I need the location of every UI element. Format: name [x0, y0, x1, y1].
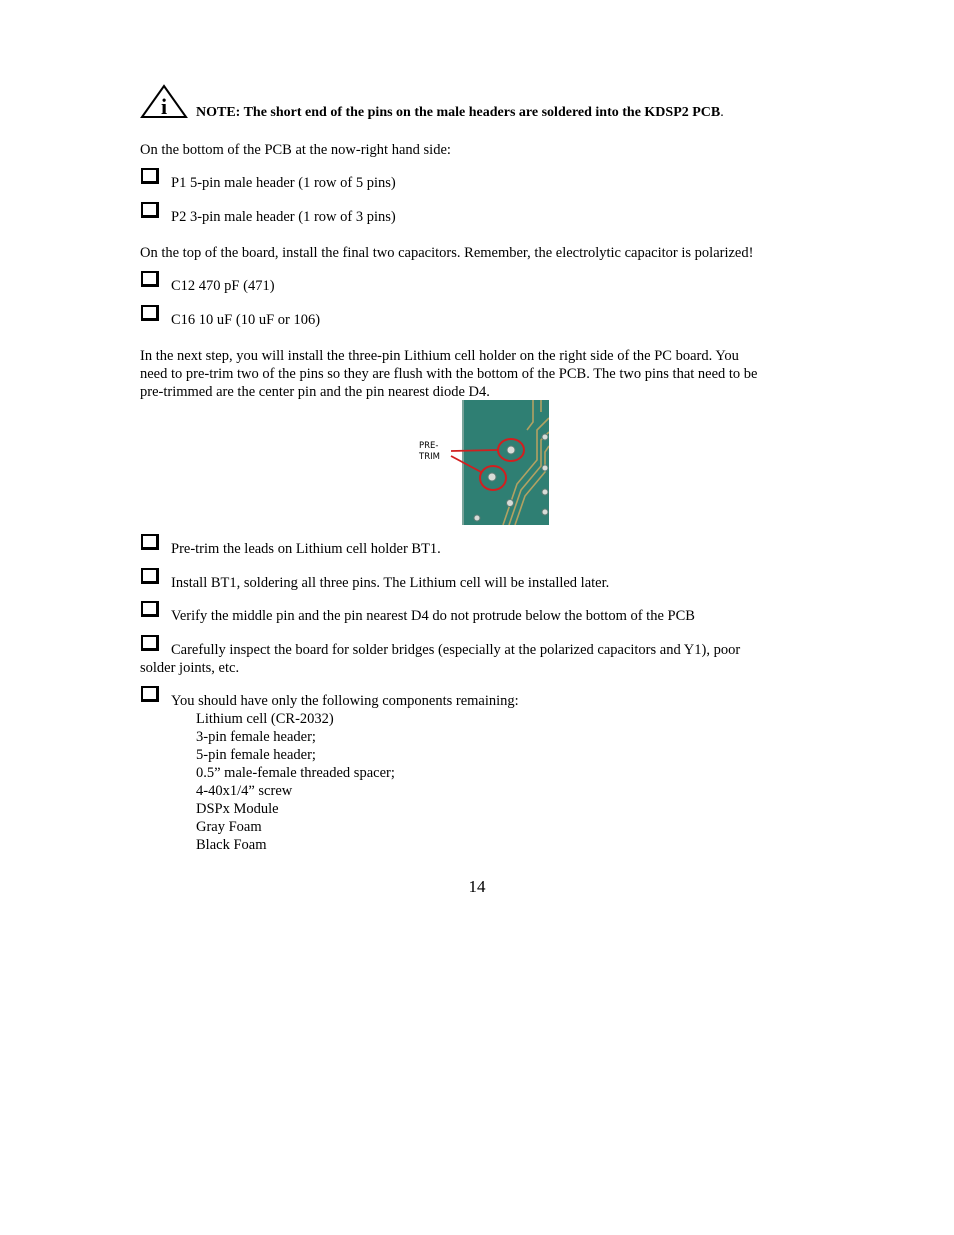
checklist-item-label: P2 3-pin male header (1 row of 3 pins) — [171, 209, 396, 225]
checkbox-icon[interactable] — [141, 271, 159, 287]
paragraph-line: pre-trimmed are the center pin and the pin nearest diode D4. — [140, 384, 490, 400]
list-item: 5-pin female header; — [196, 747, 316, 763]
pretrim-label-2: TRIM — [419, 452, 440, 462]
paragraph-line: In the next step, you will install the three-pin Lithium cell holder on the right side of the PC board. You — [140, 348, 739, 364]
checkbox-icon[interactable] — [141, 305, 159, 321]
paragraph-line: need to pre-trim two of the pins so they are flush with the bottom of the PCB. The two pins that need to be — [140, 366, 758, 382]
list-item: DSPx Module — [196, 801, 279, 817]
list-item: Gray Foam — [196, 819, 262, 835]
checklist-item-label: C12 470 pF (471) — [171, 278, 275, 294]
checkbox-icon[interactable] — [141, 168, 159, 184]
checklist-item-label-cont: solder joints, etc. — [140, 660, 240, 676]
checklist-item-label: P1 5-pin male header (1 row of 5 pins) — [171, 175, 396, 191]
intro-top-text: On the top of the board, install the final two capacitors. Remember, the electrolytic capacitor is polarized! — [140, 245, 754, 261]
page-number: 14 — [468, 877, 486, 896]
checkbox-icon[interactable] — [141, 202, 159, 218]
checklist-item-label: Install BT1, soldering all three pins. The Lithium cell will be installed later. — [171, 575, 610, 591]
checklist-item-label: Pre-trim the leads on Lithium cell holder BT1. — [171, 541, 441, 557]
checkbox-icon[interactable] — [141, 601, 159, 617]
list-item: 0.5” male-female threaded spacer; — [196, 765, 395, 781]
pretrim-label-1: PRE- — [419, 441, 439, 451]
remaining-components-list — [196, 710, 395, 854]
checklist-item-label: Carefully inspect the board for solder bridges (especially at the polarized capacitors and Y1), poor — [171, 642, 741, 658]
next-step-paragraph — [140, 347, 820, 401]
checkbox-icon[interactable] — [141, 534, 159, 550]
info-warning-icon — [140, 84, 188, 120]
list-item: Black Foam — [196, 837, 267, 853]
list-item: 4-40x1/4” screw — [196, 783, 293, 799]
svg-text:i: i — [160, 94, 168, 119]
pcb-pretrim-photo — [405, 400, 549, 525]
list-item: Lithium cell (CR-2032) — [196, 711, 334, 727]
note-text: NOTE: The short end of the pins on the male headers are soldered into the KDSP2 PCB. — [196, 105, 724, 120]
checklist-item-label: Verify the middle pin and the pin nearest D4 do not protrude below the bottom of the PCB — [171, 608, 695, 624]
intro-bottom-text: On the bottom of the PCB at the now-right hand side: — [140, 142, 451, 158]
checkbox-icon[interactable] — [141, 635, 159, 651]
list-item: 3-pin female header; — [196, 729, 316, 745]
checkbox-icon[interactable] — [141, 686, 159, 702]
checkbox-icon[interactable] — [141, 568, 159, 584]
checklist-item-label: C16 10 uF (10 uF or 106) — [171, 312, 321, 328]
checklist-item-label: You should have only the following components remaining: — [171, 693, 519, 709]
